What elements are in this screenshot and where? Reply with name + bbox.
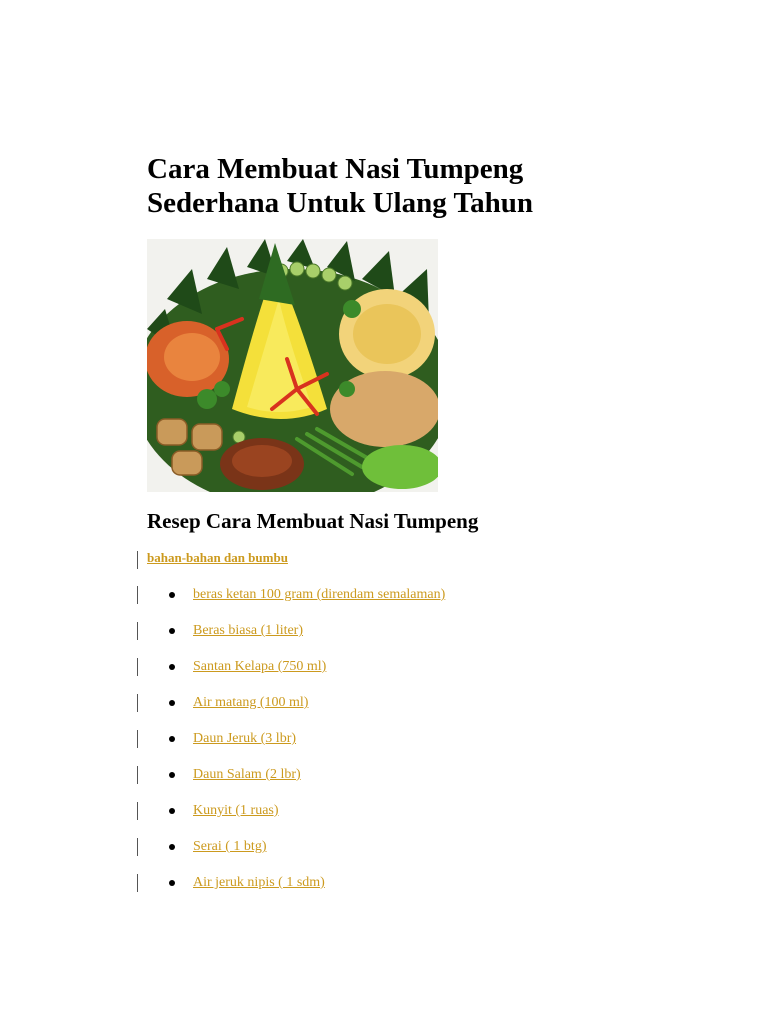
change-bar [137,658,138,676]
bullet-icon [169,808,175,814]
change-bar [137,586,138,604]
section-subtitle: Resep Cara Membuat Nasi Tumpeng [147,509,479,533]
page-title [147,152,707,220]
list-item [137,838,637,858]
ingredient-link[interactable]: Santan Kelapa (750 ml) [193,659,327,674]
title-line-2: Sederhana Untuk Ulang Tahun [147,187,534,219]
change-bar [137,766,138,784]
ingredient-link[interactable]: beras ketan 100 gram (direndam semalaman) [193,587,446,602]
change-bar [137,838,138,856]
ingredients-heading-link[interactable]: bahan-bahan dan bumbu [147,550,288,565]
ingredient-link[interactable]: Air matang (100 ml) [193,695,309,710]
title-line-1: Cara Membuat Nasi Tumpeng [147,153,524,185]
list-item [137,730,637,750]
change-bar [137,802,138,820]
ingredient-link[interactable]: Daun Jeruk (3 lbr) [193,731,297,746]
bullet-icon [169,772,175,778]
ingredient-link[interactable]: Air jeruk nipis ( 1 sdm) [193,875,325,890]
change-bar [137,551,138,569]
bullet-icon [169,628,175,634]
change-bar [137,622,138,640]
change-bar [137,730,138,748]
bullet-icon [169,880,175,886]
change-bar [137,694,138,712]
change-bar [137,874,138,892]
ingredient-link[interactable]: Serai ( 1 btg) [193,839,267,854]
ingredient-link[interactable]: Daun Salam (2 lbr) [193,767,301,782]
bullet-icon [169,592,175,598]
bullet-icon [169,664,175,670]
list-item [137,874,637,894]
list-item [137,694,637,714]
bullet-icon [169,844,175,850]
list-item [137,586,637,606]
list-item [137,766,637,786]
ingredient-link[interactable]: Kunyit (1 ruas) [193,803,279,818]
list-item [137,658,637,678]
list-item [137,622,637,642]
tumpeng-photo [147,239,438,492]
bullet-icon [169,736,175,742]
bullet-icon [169,700,175,706]
ingredient-link[interactable]: Beras biasa (1 liter) [193,623,304,638]
list-item [137,802,637,822]
